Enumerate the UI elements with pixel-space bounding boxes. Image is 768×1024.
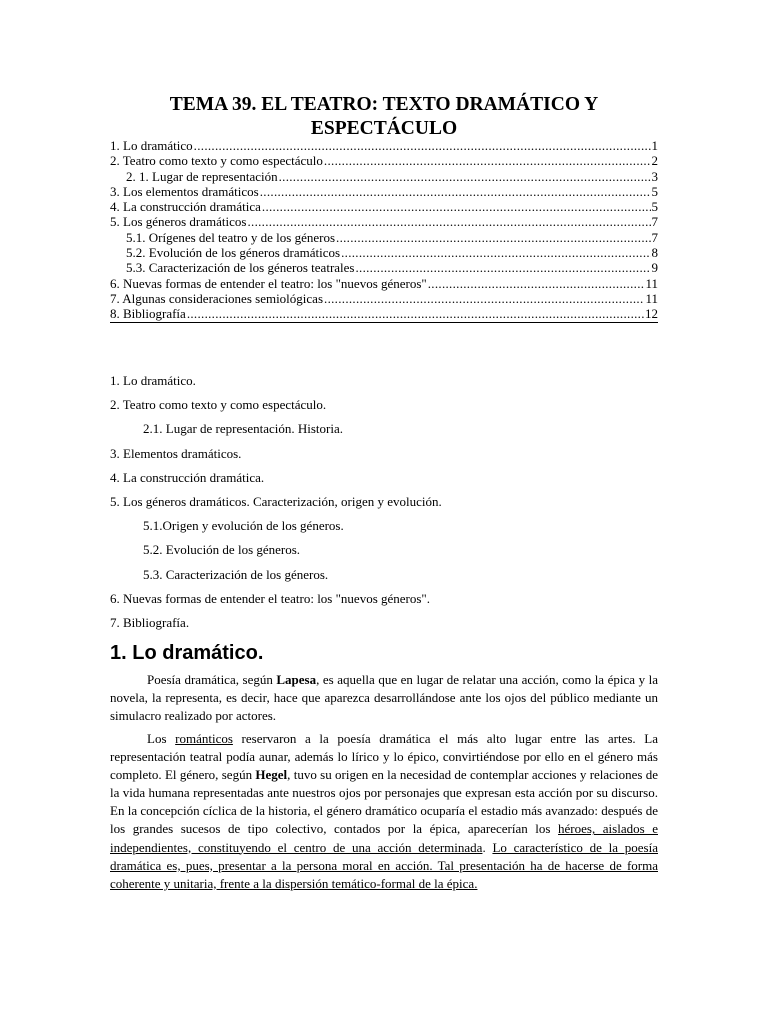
outline-item: 5.3. Caracterización de los géneros. bbox=[143, 566, 329, 582]
toc-entry-page: 11 bbox=[645, 275, 658, 291]
toc-entry-label: 2. 1. Lugar de representación bbox=[126, 168, 278, 184]
toc-entry-page: 1 bbox=[651, 138, 658, 153]
toc-entry-label: 5.1. Orígenes del teatro y de los géneros bbox=[126, 229, 336, 245]
toc-entry[interactable] bbox=[110, 169, 658, 184]
toc-leader-dots bbox=[187, 306, 644, 321]
toc-entry-label: 7. Algunas consideraciones semiológicas bbox=[110, 290, 324, 306]
toc-entry-page: 7 bbox=[651, 229, 658, 245]
toc-entry[interactable] bbox=[110, 245, 658, 260]
section-heading: 1. Lo dramático. bbox=[110, 642, 264, 664]
underlined-text: héroes, aislados e independientes, constituyendo el centro de una acción determinada bbox=[110, 821, 658, 855]
paragraph-2 bbox=[110, 730, 658, 893]
toc-entry-page: 3 bbox=[651, 168, 658, 184]
toc-leader-dots bbox=[355, 260, 650, 275]
toc-entry[interactable] bbox=[110, 138, 658, 153]
title-line-2: ESPECTÁCULO bbox=[310, 118, 458, 139]
toc-leader-dots bbox=[247, 214, 650, 229]
table-of-contents bbox=[110, 138, 658, 323]
toc-leader-dots bbox=[324, 153, 651, 168]
toc-entry-page: 7 bbox=[651, 214, 658, 230]
toc-leader-dots bbox=[262, 199, 651, 214]
toc-entry-label: 8. Bibliografía bbox=[110, 306, 186, 322]
toc-entry[interactable] bbox=[110, 306, 658, 322]
toc-entry-page: 5 bbox=[651, 199, 658, 215]
outline-item: 5.1.Origen y evolución de los géneros. bbox=[143, 518, 344, 534]
toc-entry[interactable] bbox=[110, 184, 658, 199]
toc-leader-dots bbox=[260, 184, 651, 199]
outline-item: 5.2. Evolución de los géneros. bbox=[143, 542, 301, 558]
toc-entry-page: 5 bbox=[651, 183, 658, 199]
toc-entry-label: 3. Los elementos dramáticos bbox=[110, 183, 259, 199]
toc-entry-page: 2 bbox=[651, 153, 658, 169]
toc-entry-label: 4. La construcción dramática bbox=[110, 199, 261, 215]
author-name-lapesa: Lapesa bbox=[276, 672, 317, 687]
toc-leader-dots bbox=[324, 291, 644, 306]
toc-entry-page: 8 bbox=[651, 245, 658, 261]
toc-entry[interactable] bbox=[110, 276, 658, 291]
section-outline bbox=[110, 371, 442, 637]
toc-entry-label: 1. Lo dramático bbox=[110, 138, 193, 153]
toc-entry[interactable] bbox=[110, 199, 658, 214]
outline-item: 7. Bibliografía. bbox=[110, 614, 190, 630]
toc-leader-dots bbox=[428, 276, 645, 291]
title-line-1: TEMA 39. EL TEATRO: TEXTO DRAMÁTICO Y bbox=[169, 94, 599, 115]
paragraph-text: , tuvo su origen en la necesidad de contemplar acciones y relaciones de la vida humana representadas ante nuestros ojos por personajes que expresan esta acción por su discurso. En la concepción cíclica de la historia, el género dramático ocuparía el estadio más avanzado: después de los grandes sucesos de tipo colectivo, contados por la épica, aparecerían los bbox=[110, 767, 658, 837]
outline-item: 2.1. Lugar de representación. Historia. bbox=[143, 421, 343, 437]
toc-entry[interactable] bbox=[110, 214, 658, 229]
outline-item: 1. Lo dramático. bbox=[110, 373, 196, 388]
toc-entry-label: 5.2. Evolución de los géneros dramáticos bbox=[126, 245, 341, 261]
underlined-text: Lo característico de la poesía dramática es, pues, presentar a la persona moral en acción. Tal presentación ha de hacerse de forma coherente y unitaria, frente a la dispersión temático-formal de la épica. bbox=[110, 839, 658, 891]
author-name-hegel: Hegel bbox=[255, 767, 288, 783]
paragraph-text: Poesía dramática, según bbox=[147, 672, 277, 687]
outline-item: 6. Nuevas formas de entender el teatro: los "nuevos géneros". bbox=[110, 590, 430, 606]
underlined-text: románticos bbox=[175, 731, 233, 746]
toc-entry-label: 6. Nuevas formas de entender el teatro: los "nuevos géneros" bbox=[110, 275, 427, 291]
outline-item: 2. Teatro como texto y como espectáculo. bbox=[110, 397, 327, 413]
toc-entry[interactable] bbox=[110, 230, 658, 245]
toc-entry-label: 2. Teatro como texto y como espectáculo bbox=[110, 153, 323, 169]
toc-entry[interactable] bbox=[110, 153, 658, 168]
toc-leader-dots bbox=[341, 245, 650, 260]
toc-entry[interactable] bbox=[110, 291, 658, 306]
paragraph-1 bbox=[110, 671, 658, 725]
toc-entry-label: 5.3. Caracterización de los géneros teatrales bbox=[126, 260, 355, 276]
toc-leader-dots bbox=[279, 169, 651, 184]
outline-item: 4. La construcción dramática. bbox=[110, 469, 265, 485]
toc-entry-page: 12 bbox=[645, 306, 658, 322]
toc-entry-page: 11 bbox=[645, 290, 658, 306]
outline-item: 5. Los géneros dramáticos. Caracterización, origen y evolución. bbox=[110, 493, 442, 509]
paragraph-text: , es aquella que en lugar de relatar una acción, como la épica y la novela, la representa, es decir, hace que aparezca desarrollándose ante los ojos del público mediante un simulacro realizado por actores. bbox=[110, 672, 659, 724]
paragraph-text: . bbox=[482, 839, 493, 855]
toc-entry-page: 9 bbox=[651, 260, 658, 276]
toc-leader-dots bbox=[336, 230, 650, 245]
document-title bbox=[110, 93, 658, 141]
paragraph-text: reservaron a la poesía dramática el más alto lugar entre las artes. La representación teatral podía aunar, además lo lírico y lo épico, convirtiéndose por ello en el género más completo. El género, según bbox=[110, 731, 659, 783]
paragraph-text: Los bbox=[147, 731, 176, 746]
toc-leader-dots bbox=[194, 138, 651, 153]
toc-entry-label: 5. Los géneros dramáticos bbox=[110, 214, 247, 230]
toc-entry[interactable] bbox=[110, 260, 658, 275]
outline-item: 3. Elementos dramáticos. bbox=[110, 445, 242, 461]
